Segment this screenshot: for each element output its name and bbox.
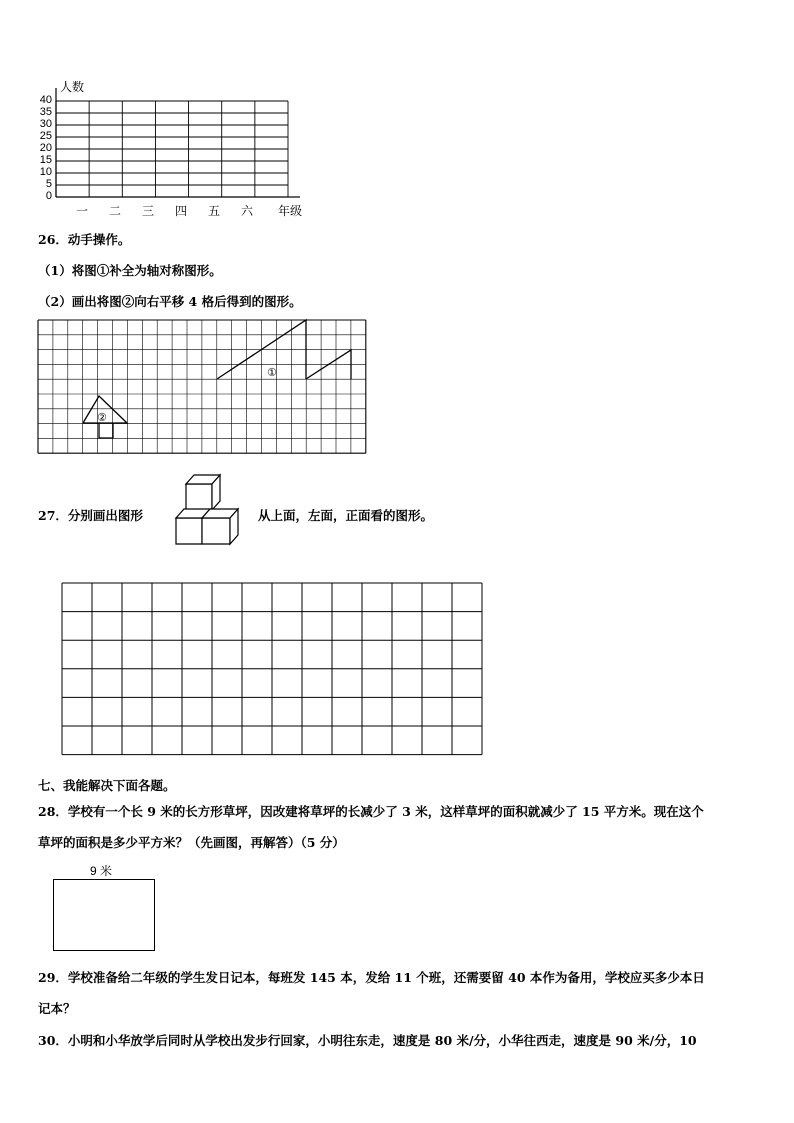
blank-bar-chart [0,0,794,220]
y-tick-label: 35 [39,106,52,118]
lawn-rectangle [53,879,155,951]
chart-y-label: 人数 [60,80,85,94]
q26-grid-figure[interactable] [38,320,368,456]
figure-2-label: ② [97,411,107,424]
q27-answer-grid[interactable] [62,583,484,758]
y-tick-label: 20 [39,142,52,154]
section-7-title: 七、我能解决下面各题。 [38,778,176,793]
x-category-label: 三 [142,204,155,218]
q30-line1: 30．小明和小华放学后同时从学校出发步行回家，小明往东走，速度是 80 米/分，小华往西走，速度是 90 米/分，10 [38,1033,697,1048]
q26-sub2: （2）画出将图②向右平移 4 格后得到的图形。 [38,294,302,309]
q27-grid-lines [62,583,482,755]
x-category-label: 五 [208,204,221,218]
q29-line1: 29．学校准备给二年级的学生发日记本，每班发 145 本，发给 11 个班，还需要留 40 本作为备用，学校应买多少本日 [38,970,705,985]
y-tick-label: 0 [45,190,52,202]
q27-text-before: 27．分别画出图形 [38,508,143,523]
rect-length-label: 9 米 [90,864,113,878]
x-category-label: 二 [109,204,122,218]
y-tick-label: 40 [39,94,52,106]
figure-2-stem [99,423,113,438]
q28-line2: 草坪的面积是多少平方米？（先画图，再解答）（5 分） [38,835,345,850]
q28-line1: 28．学校有一个长 9 米的长方形草坪，因改建将草坪的长减少了 3 米，这样草坪的面积就减少了 15 平方米。现在这个 [38,804,704,819]
y-tick-label: 5 [45,178,52,190]
y-tick-label: 25 [39,130,52,142]
figure-1-label: ① [267,366,277,379]
q26-grid-lines [38,320,366,453]
chart-x-label: 年级 [278,204,303,218]
y-tick-label: 10 [39,166,52,178]
x-category-label: 一 [76,204,89,218]
q26-title: 26．动手操作。 [38,232,131,247]
q26-sub1: （1）将图①补全为轴对称图形。 [38,263,222,278]
x-category-label: 六 [241,204,254,218]
chart-grid [56,88,300,197]
cube-stack-figure [174,472,244,548]
q27-text-after: 从上面，左面，正面看的图形。 [258,508,434,523]
y-tick-label: 30 [39,118,52,130]
y-tick-label: 15 [39,154,52,166]
q29-line2: 记本？ [38,1001,76,1016]
x-category-label: 四 [175,204,188,218]
